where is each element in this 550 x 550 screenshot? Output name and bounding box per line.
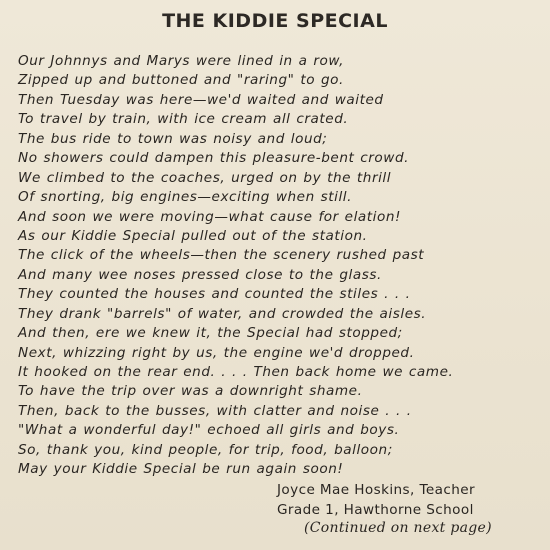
poem-line: Next, whizzing right by us, the engine we'd dropped. [18,344,415,361]
poem-line: The bus ride to town was noisy and loud; [18,130,328,147]
poem-title: THE KIDDIE SPECIAL [162,10,388,32]
poem-line: Then Tuesday was here—we'd waited and waited [18,91,384,108]
poem-line: May your Kiddie Special be run again soon! [18,461,344,478]
poem-line: The click of the wheels—then the scenery rushed past [18,247,425,264]
poem-line: As our Kiddie Special pulled out of the station. [18,227,368,244]
poem-line: And soon we were moving—what cause for elation! [18,208,402,225]
poem-line: Our Johnnys and Marys were lined in a row, [18,53,345,69]
poem-line: No showers could dampen this pleasure-bent crowd. [18,150,409,167]
poem-line: "What a wonderful day!" echoed all girls and boys. [18,422,400,439]
poem-body [18,52,543,480]
poem-line: To travel by train, with ice cream all crated. [18,111,349,128]
poem-line: And then, ere we knew it, the Special had stopped; [18,325,403,342]
poem-line: Zipped up and buttoned and "raring" to go. [18,72,344,89]
signature-school: Grade 1, Hawthorne School [277,502,474,518]
poem-line: We climbed to the coaches, urged on by the thrill [18,169,392,186]
poem-line: Then, back to the busses, with clatter and noise . . . [18,402,412,419]
poem-line: It hooked on the rear end. . . . Then back home we came. [18,364,454,380]
poem-line: To have the trip over was a downright shame. [18,383,363,400]
poem-line: Of snorting, big engines—exciting when still. [18,189,352,206]
poem-line: And many wee noses pressed close to the glass. [18,266,382,283]
signature-name: Joyce Mae Hoskins, Teacher [277,482,476,498]
poem-line: So, thank you, kind people, for trip, food, balloon; [18,441,393,458]
poem-line: They counted the houses and counted the stiles . . . [18,286,411,303]
continued-note: (Continued on next page) [304,520,492,536]
poem-line: They drank "barrels" of water, and crowded the aisles. [18,305,427,322]
